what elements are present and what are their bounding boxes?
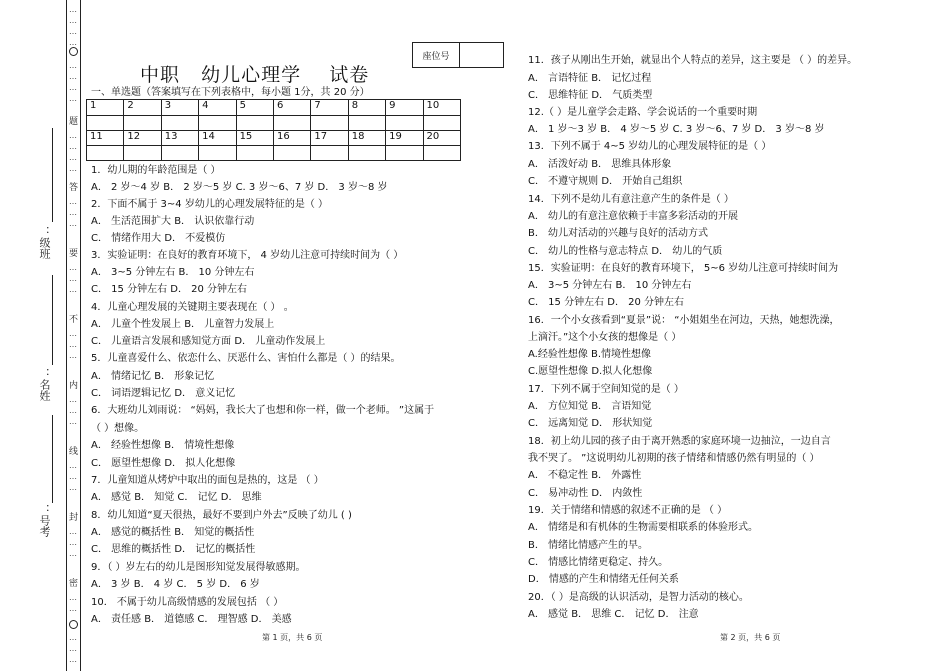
option-line: C． 思维特征 D． 气质类型 xyxy=(528,90,653,101)
answer-grid-number: 18 xyxy=(348,130,385,146)
answer-grid-number: 19 xyxy=(386,130,423,146)
answer-cell[interactable] xyxy=(124,115,161,130)
id-field-line xyxy=(52,415,53,503)
option-line: A． 言语特征 B． 记忆过程 xyxy=(528,73,652,84)
page-footer: 第 2 页，共 6 页 xyxy=(720,633,781,642)
option-line: A． 感觉 B． 思维 C． 记忆 D． 注意 xyxy=(528,609,699,620)
answer-grid-number: 1 xyxy=(87,100,124,116)
answer-grid-number: 14 xyxy=(199,130,236,146)
answer-grid-number: 2 xyxy=(124,100,161,116)
question-line: 10． 不属于幼儿高级情感的发展包括 （ ） xyxy=(91,597,284,608)
answer-grid-number: 12 xyxy=(124,130,161,146)
option-line: C． 情绪作用大 D． 不爱模仿 xyxy=(91,233,226,244)
seal-char: 答 xyxy=(69,183,79,193)
seal-char: 不 xyxy=(69,315,79,325)
answer-grid-input-row xyxy=(87,115,461,130)
answer-grid-number: 13 xyxy=(161,130,198,146)
name-field-line xyxy=(52,275,53,365)
answer-grid-number: 20 xyxy=(423,130,460,146)
option-line: C． 15 分钟左右 D． 20 分钟左右 xyxy=(91,284,248,295)
name-field-label: ：名姓 xyxy=(38,368,51,401)
answer-grid-number: 5 xyxy=(236,100,273,116)
option-line: A． 3~5 分钟左右 B． 10 分钟左右 xyxy=(528,280,692,291)
answer-cell[interactable] xyxy=(273,146,310,161)
option-line: A． 1 岁～3 岁 B． 4 岁～5 岁 C. 3 岁～6、7 岁 D． 3 岁～8 岁 xyxy=(528,124,825,135)
answer-cell[interactable] xyxy=(423,146,460,161)
question-line: 13．下列不属于 4~5 岁幼儿的心理发展特征的是（ ） xyxy=(528,141,772,152)
answer-cell[interactable] xyxy=(87,115,124,130)
answer-cell[interactable] xyxy=(348,115,385,130)
option-line: B． 情绪比情感产生的早。 xyxy=(528,540,649,551)
answer-cell[interactable] xyxy=(199,115,236,130)
question-line: 17．下列不属于空间知觉的是（ ） xyxy=(528,384,684,395)
option-line: C． 幼儿的性格与意志特点 D． 幼儿的气质 xyxy=(528,246,723,257)
answer-grid-number: 3 xyxy=(161,100,198,116)
answer-grid-number: 10 xyxy=(423,100,460,116)
option-line: C． 儿童语言发展和感知觉方面 D． 儿童动作发展上 xyxy=(91,336,326,347)
answer-grid-row xyxy=(87,100,461,116)
seal-dots: … … xyxy=(69,593,77,613)
option-line: C.愿望性想像 D.拟人化想像 xyxy=(528,366,653,377)
option-line: A． 生活范围扩大 B． 认识依靠行动 xyxy=(91,216,255,227)
answer-cell[interactable] xyxy=(236,146,273,161)
option-line: C． 情感比情绪更稳定、持久。 xyxy=(528,557,669,568)
option-line: A． 方位知觉 B． 言语知觉 xyxy=(528,401,652,412)
option-line: A． 经验性想像 B． 情境性想像 xyxy=(91,440,235,451)
option-line: A． 幼儿的有意注意依赖于丰富多彩活动的开展 xyxy=(528,211,739,222)
seal-char: 密 xyxy=(69,579,79,589)
answer-cell[interactable] xyxy=(161,115,198,130)
option-line: A． 感觉的概括性 B． 知觉的概括性 xyxy=(91,527,255,538)
answer-grid-number: 4 xyxy=(199,100,236,116)
seal-char: 封 xyxy=(69,513,79,523)
answer-grid-number: 6 xyxy=(273,100,310,116)
seal-char: 内 xyxy=(69,381,79,391)
question-line: 6．大班幼儿刘雨说： “妈妈，我长大了也想和你一样，做一个老师。 ”这属于 xyxy=(91,405,435,416)
answer-cell[interactable] xyxy=(311,146,348,161)
id-field-label: ：号考 xyxy=(38,504,51,537)
option-line: A． 不稳定性 B． 外露性 xyxy=(528,470,642,481)
seal-circle xyxy=(69,47,78,56)
option-line: C． 不遵守规则 D． 开始自己组织 xyxy=(528,176,683,187)
margin-line-right xyxy=(80,0,81,671)
class-field-line xyxy=(52,128,53,222)
option-line: A． 活泼好动 B． 思维具体形象 xyxy=(528,159,672,170)
question-line: 14．下列不是幼儿有意注意产生的条件是（ ） xyxy=(528,194,734,205)
option-line: D． 情感的产生和情绪无任何关系 xyxy=(528,574,679,585)
question-line: 5．儿童喜爱什么、依恋什么、厌恶什么、害怕什么都是（ ）的结果。 xyxy=(91,353,401,364)
option-line: A． 感觉 B． 知觉 C． 记忆 D． 思维 xyxy=(91,492,262,503)
answer-cell[interactable] xyxy=(273,115,310,130)
option-line: C． 词语逻辑记忆 D． 意义记忆 xyxy=(91,388,236,399)
question-line: 12.（ ）是儿童学会走路、学会说话的一个重要时期 xyxy=(528,107,758,118)
question-line: （ ）想像。 xyxy=(91,423,145,434)
option-line: A． 责任感 B． 道德感 C． 理智感 D． 美感 xyxy=(91,614,292,625)
answer-grid-number: 7 xyxy=(311,100,348,116)
question-line: 19．关于情绪和情感的叙述不正确的是 （ ） xyxy=(528,505,728,516)
seal-dots: … … … xyxy=(69,527,77,558)
answer-grid-number: 8 xyxy=(348,100,385,116)
option-line: C． 易冲动性 D． 内敛性 xyxy=(528,488,643,499)
option-line: A． 情绪是和有机体的生物需要相联系的体验形式。 xyxy=(528,522,759,533)
seat-number-label: 座位号 xyxy=(413,43,460,67)
seal-dots: … … … xyxy=(69,461,77,492)
seat-number-field[interactable] xyxy=(460,43,503,67)
question-line: 3．实验证明：在良好的教育环境下， 4 岁幼儿注意可持续时间为（ ） xyxy=(91,250,404,261)
seal-dots: … … … xyxy=(69,329,77,360)
option-line: A． 3~5 分钟左右 B． 10 分钟左右 xyxy=(91,267,255,278)
option-line: C． 15 分钟左右 D． 20 分钟左右 xyxy=(528,297,685,308)
question-line: 20．（ ）是高级的认识活动，是智力活动的核心。 xyxy=(528,592,749,603)
option-line: A． 情绪记忆 B． 形象记忆 xyxy=(91,371,215,382)
answer-cell[interactable] xyxy=(423,115,460,130)
question-line: 1．幼儿期的年龄范围是（ ） xyxy=(91,165,221,176)
exam-title: 中职 幼儿心理学 试卷 xyxy=(140,64,370,86)
question-line: 7．儿童知道从烤炉中取出的面包是热的，这是 （ ） xyxy=(91,475,324,486)
seal-dots: … … … xyxy=(69,263,77,294)
option-line: B． 幼儿对活动的兴趣与良好的活动方式 xyxy=(528,228,709,239)
question-line: 9．（ ）岁左右的幼儿是图形知觉发展得敏感期。 xyxy=(91,562,306,573)
seal-circle xyxy=(69,620,78,629)
margin-line-left xyxy=(66,0,67,671)
seal-dots: … … … xyxy=(69,395,77,426)
option-line: A.经验性想像 B.情境性想像 xyxy=(528,349,652,360)
answer-cell[interactable] xyxy=(311,115,348,130)
section-heading: 一、单选题（答案填写在下列表格中，每小题 1分，共 20 分） xyxy=(91,87,370,98)
seal-dots: … … … … xyxy=(69,131,77,173)
answer-cell[interactable] xyxy=(161,146,198,161)
option-line: A． 2 岁～4 岁 B． 2 岁～5 岁 C. 3 岁～6、7 岁 D． 3 岁～8 岁 xyxy=(91,182,388,193)
answer-grid-row xyxy=(87,130,461,146)
answer-grid-number: 17 xyxy=(311,130,348,146)
answer-cell[interactable] xyxy=(87,146,124,161)
seal-dots: … … … … xyxy=(69,61,77,103)
seal-dots: … … … xyxy=(69,197,77,228)
page-footer: 第 1 页，共 6 页 xyxy=(262,633,323,642)
question-line: 我不哭了。 ”这说明幼儿初期的孩子情绪和情感仍然有明显的（ ） xyxy=(528,453,820,464)
seat-number-box xyxy=(412,42,504,68)
answer-grid-number: 15 xyxy=(236,130,273,146)
answer-cell[interactable] xyxy=(199,146,236,161)
option-line: A． 3 岁 B． 4 岁 C． 5 岁 D． 6 岁 xyxy=(91,579,260,590)
seal-dots: … … … xyxy=(69,633,77,664)
answer-grid-number: 11 xyxy=(87,130,124,146)
option-line: C． 愿望性想像 D． 拟人化想像 xyxy=(91,458,236,469)
seal-char: 题 xyxy=(69,117,79,127)
question-line: 16．一个小女孩看到“夏景”说： “小姐姐坐在河边，天热，她想洗澡， xyxy=(528,315,840,326)
question-line: 2．下面不属于 3~4 岁幼儿的心理发展特征的是（ ） xyxy=(91,199,329,210)
answer-grid xyxy=(86,99,461,161)
answer-cell[interactable] xyxy=(124,146,161,161)
option-line: A． 儿童个性发展上 B． 儿童智力发展上 xyxy=(91,319,275,330)
option-line: C． 思维的概括性 D． 记忆的概括性 xyxy=(91,544,256,555)
answer-cell[interactable] xyxy=(386,115,423,130)
question-line: 上滴汗。”这个小女孩的想像是（ ） xyxy=(528,332,682,343)
answer-grid-input-row xyxy=(87,146,461,161)
answer-cell[interactable] xyxy=(386,146,423,161)
question-line: 4．儿童心理发展的关键期主要表现在（ ） 。 xyxy=(91,302,294,313)
seal-char: 要 xyxy=(69,249,79,259)
answer-grid-number: 16 xyxy=(273,130,310,146)
seal-dots: … … … … xyxy=(69,5,77,47)
answer-grid-number: 9 xyxy=(386,100,423,116)
question-line: 18．初上幼儿园的孩子由于离开熟悉的家庭环境一边抽泣，一边自言 xyxy=(528,436,831,447)
answer-cell[interactable] xyxy=(348,146,385,161)
class-field-label: ：级班 xyxy=(38,226,51,259)
question-line: 8．幼儿知道“夏天很热，最好不要到户外去”反映了幼儿 ( ) xyxy=(91,510,352,521)
seal-char: 线 xyxy=(69,447,79,457)
answer-cell[interactable] xyxy=(236,115,273,130)
question-line: 11．孩子从刚出生开始，就显出个人特点的差异，这主要是 （ ）的差异。 xyxy=(528,55,858,66)
question-line: 15．实验证明：在良好的教育环境下， 5~6 岁幼儿注意可持续时间为 xyxy=(528,263,839,274)
option-line: C． 远离知觉 D． 形状知觉 xyxy=(528,418,653,429)
